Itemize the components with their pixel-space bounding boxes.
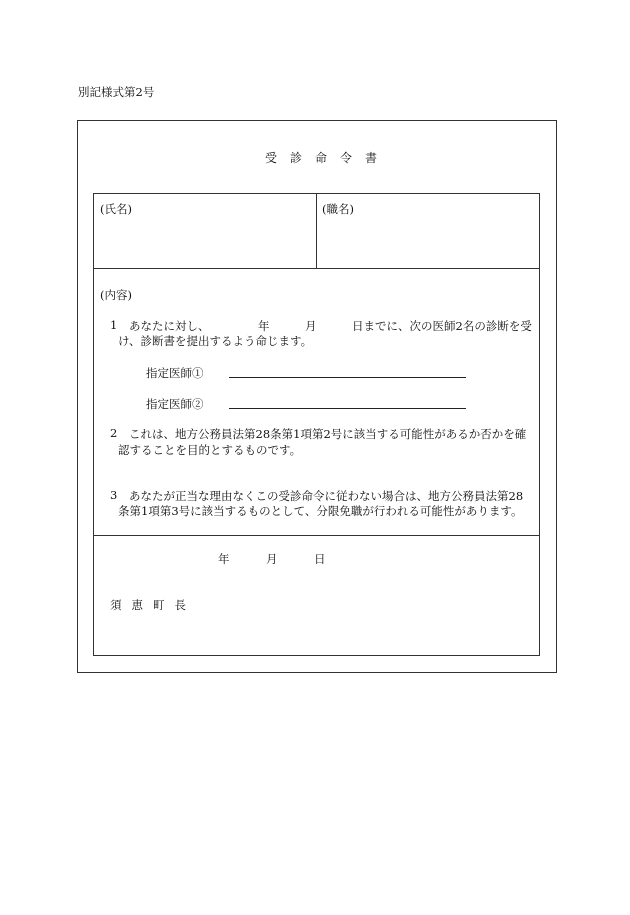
item1-year: 年	[258, 319, 270, 333]
issuer-title: 須恵町長	[110, 598, 196, 612]
footer-year: 年	[218, 552, 230, 566]
doctor1-label: 指定医師①	[146, 366, 204, 380]
content-label: (内容)	[100, 288, 132, 302]
item3-line2: 条第1項第3号に該当するものとして、分限免職が行われる可能性があります。	[118, 504, 523, 518]
item2-number: 2	[110, 426, 118, 440]
name-position-divider	[316, 193, 317, 268]
footer-day: 日	[314, 552, 326, 566]
item1-text-a: あなたに対し、	[129, 319, 210, 333]
header-row-divider	[93, 268, 540, 269]
doctor2-underline	[229, 408, 466, 409]
item2-line2: 認することを目的とするものです。	[118, 443, 302, 457]
item2-line1: これは、地方公務員法第28条第1項第2号に該当する可能性があるか否かを確	[129, 427, 527, 441]
doctor1-underline	[229, 377, 466, 378]
item3-number: 3	[110, 488, 118, 502]
content-footer-divider	[93, 535, 540, 536]
form-number: 別記様式第2号	[78, 85, 155, 99]
item1-text-b: 日までに、次の医師2名の診断を受	[352, 319, 532, 333]
footer-month: 月	[266, 552, 278, 566]
item3-line1: あなたが正当な理由なくこの受診命令に従わない場合は、地方公務員法第28	[129, 489, 524, 503]
doctor2-label: 指定医師②	[146, 397, 204, 411]
item1-line2: け、診断書を提出するよう命じます。	[118, 334, 313, 348]
name-field-label: (氏名)	[100, 202, 132, 216]
position-field-label: (職名)	[322, 202, 354, 216]
item1-month: 月	[305, 319, 317, 333]
document-title: 受診命令書	[265, 151, 391, 165]
item1-number: 1	[110, 318, 118, 332]
